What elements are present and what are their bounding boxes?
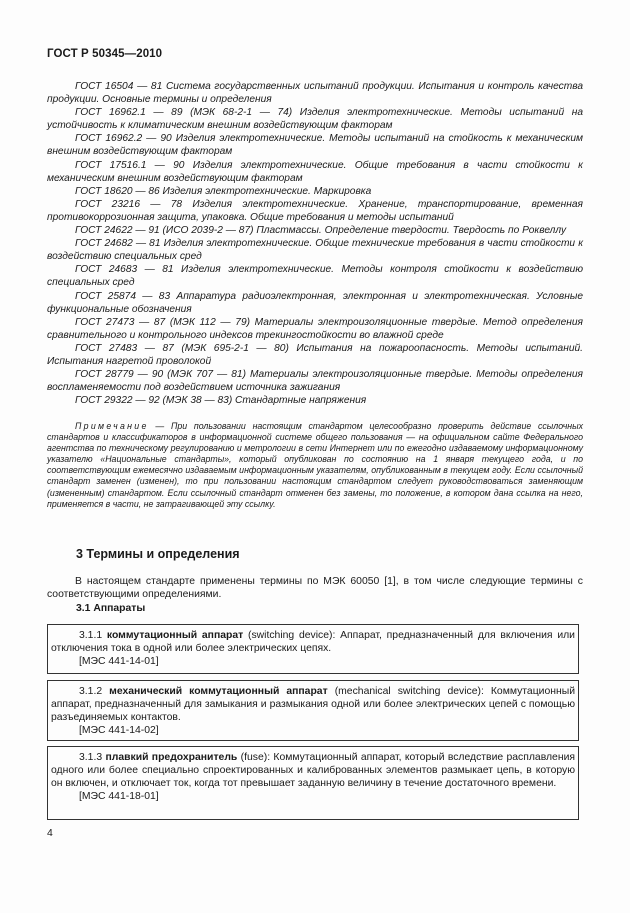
term-number: 3.1.3: [79, 752, 103, 763]
term-source: [МЭС 441-18-01]: [79, 791, 159, 803]
term-source: [МЭС 441-14-02]: [79, 725, 159, 737]
page-number: 4: [47, 828, 53, 839]
reference-item: ГОСТ 18620 — 86 Изделия электротехнические. Маркировка: [75, 185, 372, 197]
term-source: [МЭС 441-14-01]: [79, 656, 159, 668]
reference-item: ГОСТ 24682 — 81 Изделия электротехнические. Общие технические требования в части стойкости к воздействию специальных сред: [47, 238, 583, 263]
reference-item: ГОСТ 29322 — 92 (МЭК 38 — 83) Стандартные напряжения: [75, 395, 367, 407]
term-name: плавкий предохранитель: [105, 752, 238, 763]
term-box: [47, 746, 579, 820]
term-definition-text: : Аппарат, предназначенный для включения или отключения тока в одной или более электрических цепях.: [51, 630, 575, 655]
reference-item: ГОСТ 27483 — 87 (МЭК 695-2-1 — 80) Испытания на пожароопасность. Методы испытаний. Испытания нагретой проволокой: [47, 342, 583, 367]
section-title: 3 Термины и определения: [76, 547, 240, 561]
term-definition-text: : Коммутационный аппарат, предназначенный для замыкания и размыкания одной или более электрических цепей с помощью разъединяемых контактов.: [51, 686, 575, 724]
note-paragraph: [47, 421, 583, 510]
term-definition-text: : Коммутационный аппарат, который вследствие расплавления одного или более специально спроектированных и калиброванных элементов размыкает цепь, в которую он включен, и отключает ток, когда тот превышает заданную величину в течение достаточного времени.: [51, 752, 575, 790]
section-intro: В настоящем стандарте применены термины по МЭК 60050 [1], в том числе следующие термины с соответствующими определениями.: [47, 576, 583, 601]
term-box: [47, 680, 579, 741]
term-english: (switching device): [243, 630, 333, 641]
term-english: (mechanical switching device): [327, 686, 481, 697]
reference-item: ГОСТ 16962.2 — 90 Изделия электротехнические. Методы испытаний на стойкость к механическим внешним воздействующим факторам: [47, 133, 583, 158]
normative-references-list: [47, 80, 583, 407]
note-label: Примечание: [75, 421, 149, 431]
reference-item: ГОСТ 16504 — 81 Система государственных испытаний продукции. Испытания и контроль качества продукции. Основные термины и определения: [47, 81, 583, 106]
reference-item: ГОСТ 23216 — 78 Изделия электротехнические. Хранение, транспортирование, временная противокоррозионная защита, упаковка. Общие требования и методы испытаний: [47, 198, 583, 223]
reference-item: ГОСТ 17516.1 — 90 Изделия электротехнические. Общие требования в части стойкости к механическим внешним воздействующим факторам: [47, 159, 583, 184]
term-english: (fuse): [237, 752, 268, 763]
reference-item: ГОСТ 16962.1 — 89 (МЭК 68-2-1 — 74) Изделия электротехнические. Методы испытаний на устойчивость к климатическим внешним воздействующим факторам: [47, 107, 583, 132]
reference-item: ГОСТ 24683 — 81 Изделия электротехнические. Методы контроля стойкости к воздействию специальных сред: [47, 264, 583, 289]
term-definition: [51, 685, 575, 724]
term-number: 3.1.2: [79, 686, 103, 697]
term-name: механический коммутационный аппарат: [109, 686, 328, 697]
term-name: коммутационный аппарат: [106, 630, 244, 641]
reference-item: ГОСТ 24622 — 91 (ИСО 2039-2 — 87) Пластмассы. Определение твердости. Твердость по Роквеллу: [75, 225, 567, 237]
reference-item: ГОСТ 25874 — 83 Аппаратура радиоэлектронная, электронная и электротехническая. Условные функциональные обозначения: [47, 290, 583, 315]
term-definition: [51, 629, 575, 655]
term-box: [47, 624, 579, 674]
page-header: ГОСТ Р 50345—2010: [47, 48, 163, 60]
note-text: — При пользовании настоящим стандартом целесообразно проверить действие ссылочных стандартов и классификаторов в информационной системе общего пользования — на официальном сайте Федерального агентства по техническому регулированию и метрологии в сети Интернет или по ежегодно издаваемому информационному указателю «Национальные стандарты», который опубликован по состоянию на 1 января текущего года, и по соответствующим ежемесячно издаваемым информационным указателям, опубликованным в текущем году. Если ссылочный стандарт заменен (изменен), то при пользовании настоящим стандартом следует руководствоваться заменяющим (измененным) стандартом. Если ссылочный стандарт отменен без замены, то положение, в котором дана ссылка на него, применяется в части, не затрагивающей эту ссылку.: [47, 421, 583, 509]
reference-item: ГОСТ 27473 — 87 (МЭК 112 — 79) Материалы электроизоляционные твердые. Метод определения сравнительного и контрольного индексов трекингостойкости во влажной среде: [47, 316, 583, 341]
term-number: 3.1.1: [79, 630, 103, 641]
reference-item: ГОСТ 28779 — 90 (МЭК 707 — 81) Материалы электроизоляционные твердые. Методы определения воспламеняемости под воздействием источника зажигания: [47, 369, 583, 394]
term-definition: [51, 751, 575, 790]
subsection-title: 3.1 Аппараты: [76, 603, 146, 614]
